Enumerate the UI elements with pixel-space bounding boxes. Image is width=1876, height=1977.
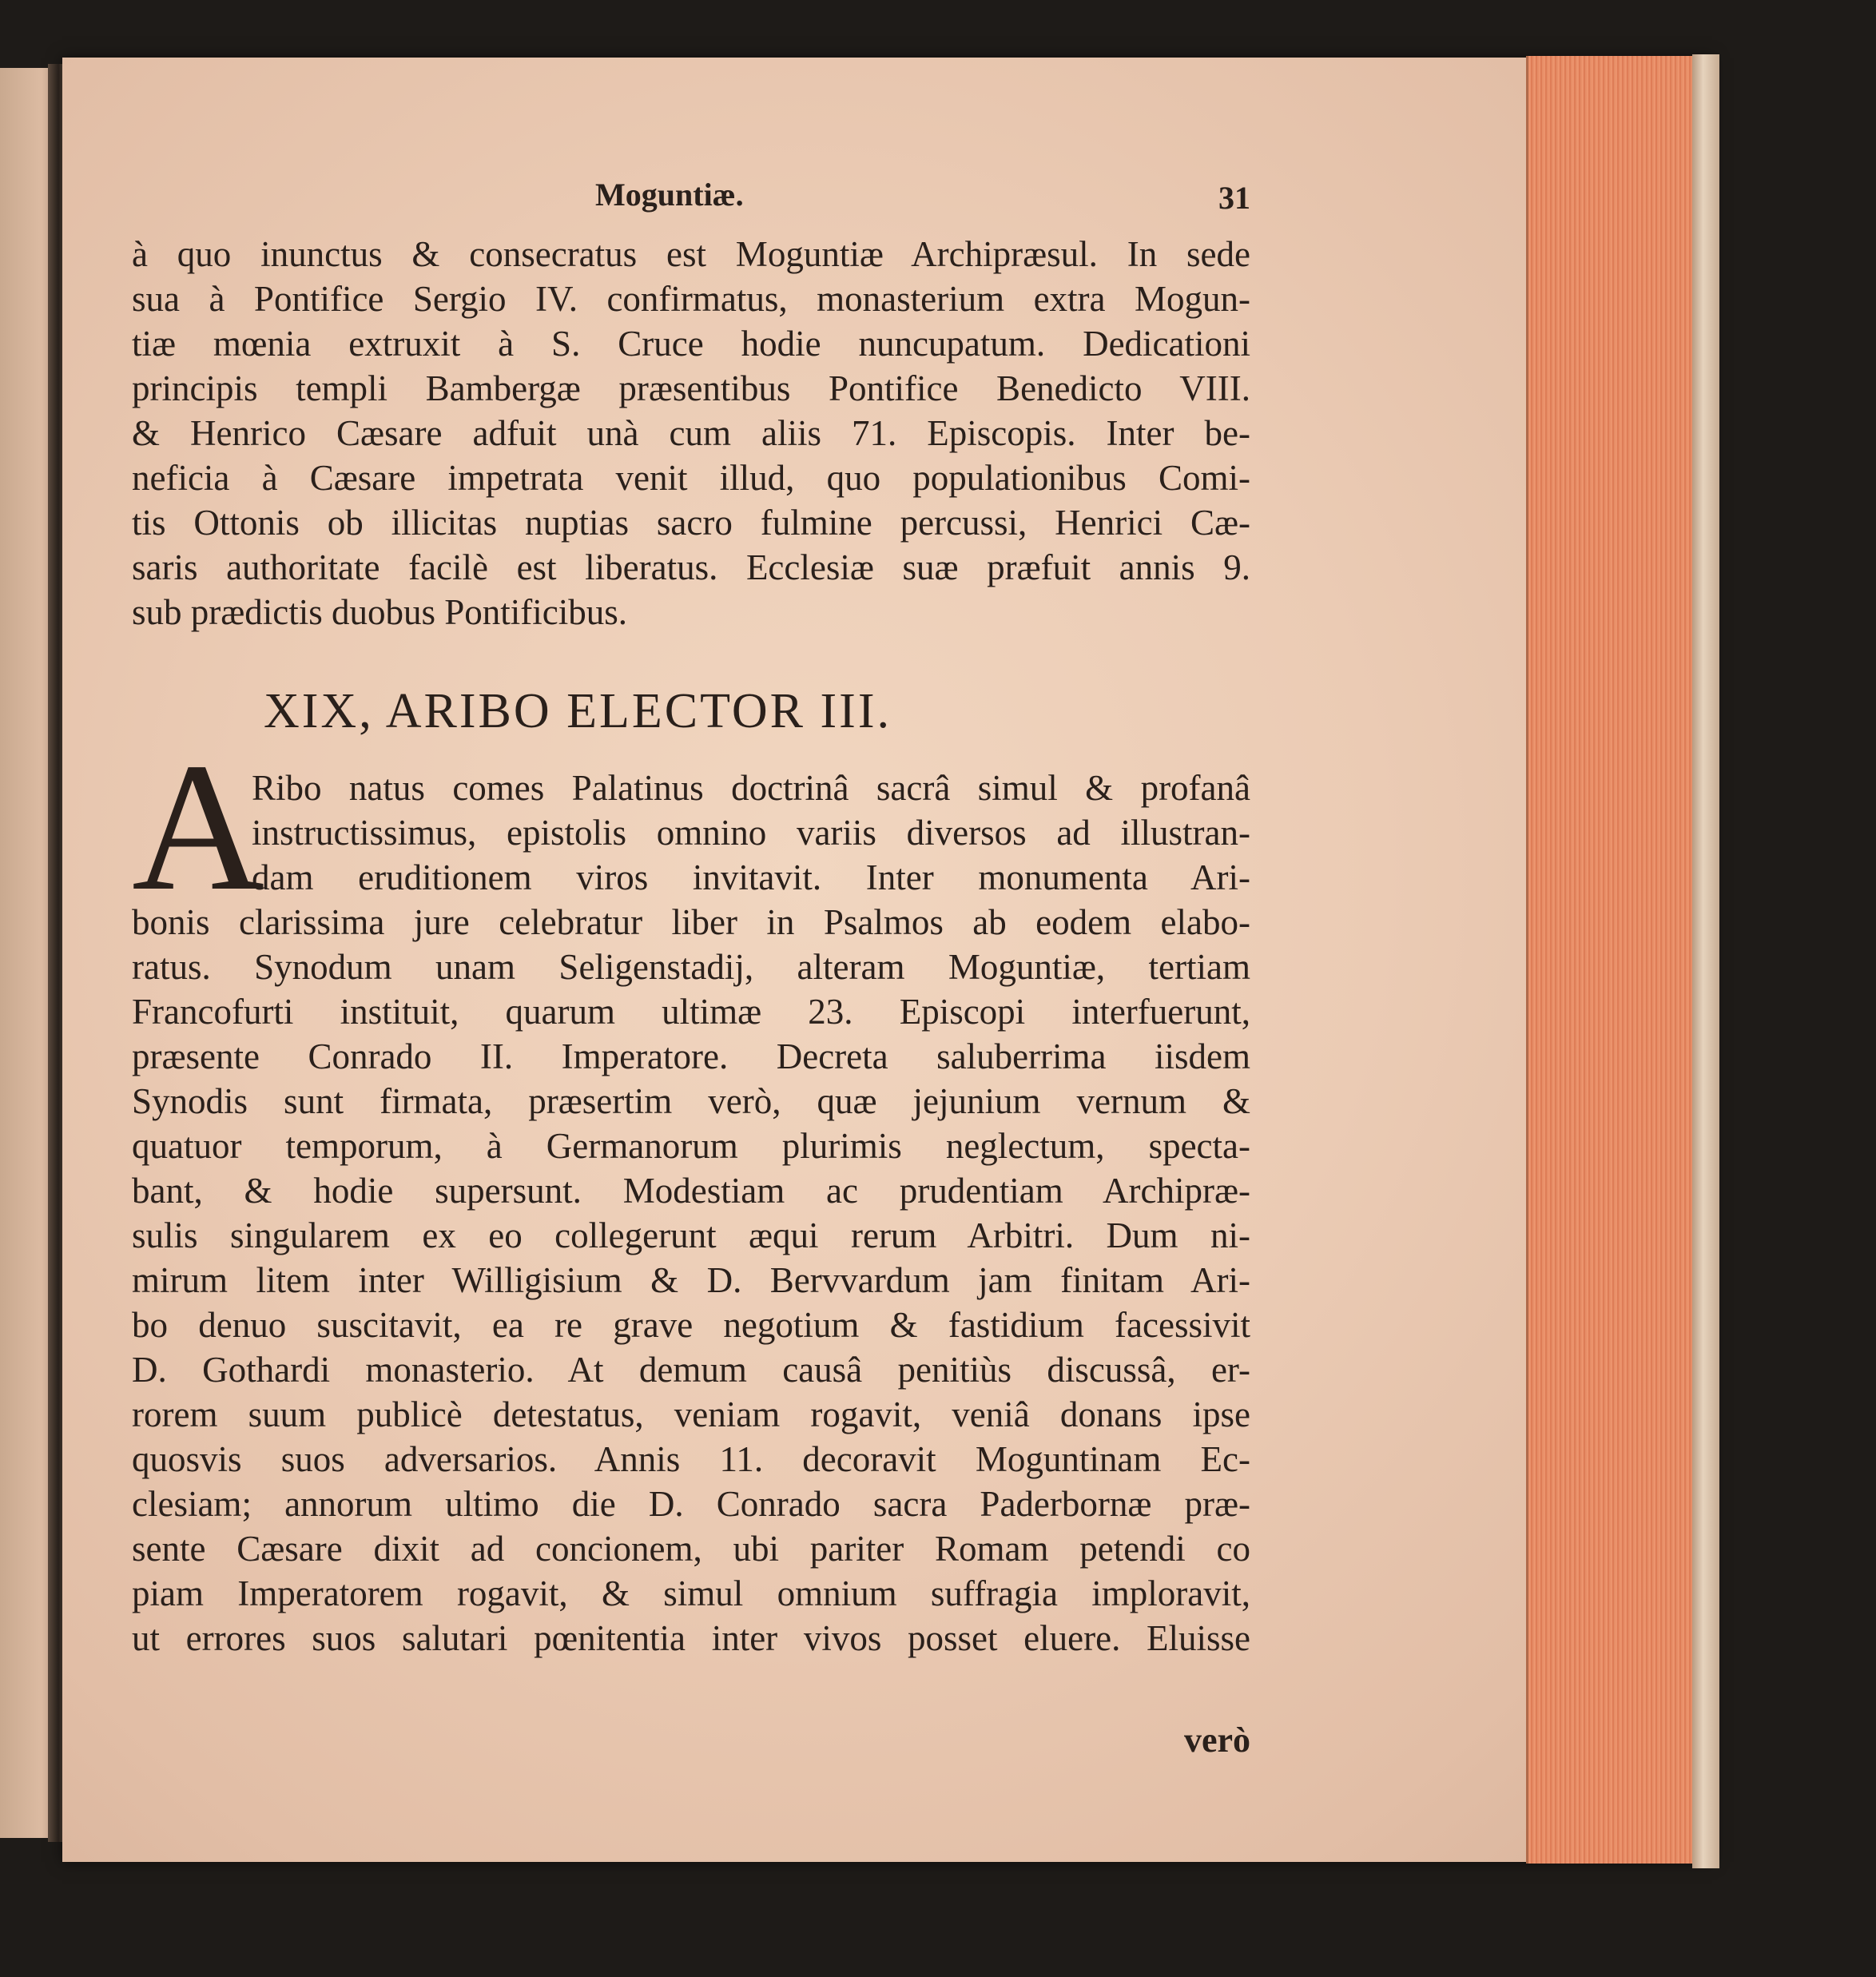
text-line: sua à Pontifice Sergio IV. confirmatus, monasterium extra Mogun- — [132, 279, 1250, 319]
cover-edge — [1692, 54, 1719, 1868]
running-head — [132, 176, 1250, 224]
text-line: tiæ mœnia extruxit à S. Cruce hodie nuncupatum. Dedicationi — [132, 324, 1250, 364]
text-line: neficia à Cæsare impetrata venit illud, quo populationibus Comi- — [132, 458, 1250, 498]
text-line: ratus. Synodum unam Seligenstadij, alteram Moguntiæ, tertiam — [132, 947, 1250, 987]
text-line: bant, & hodie supersunt. Modestiam ac prudentiam Archipræ- — [132, 1171, 1250, 1211]
text-line: sub prædictis duobus Pontificibus. — [132, 592, 628, 632]
text-line: sulis singularem ex eo collegerunt æqui rerum Arbitri. Dum ni- — [132, 1215, 1250, 1255]
text-line: præsente Conrado II. Imperatore. Decreta saluberrima iisdem — [132, 1036, 1250, 1076]
catchword: verò — [1183, 1720, 1250, 1760]
text-line: tis Ottonis ob illicitas nuptias sacro fulmine percussi, Henrici Cæ- — [132, 503, 1250, 543]
text-line: instructissimus, epistolis omnino variis diversos ad illustran- — [252, 813, 1250, 853]
text-line: clesiam; annorum ultimo die D. Conrado sacra Paderbornæ præ- — [132, 1484, 1250, 1524]
chapter-heading: XIX, ARIBO ELECTOR III. — [264, 684, 892, 738]
text-line: quatuor temporum, à Germanorum plurimis neglectum, specta- — [132, 1126, 1250, 1166]
drop-cap: A — [132, 725, 265, 929]
text-line: D. Gothardi monasterio. At demum causâ penitiùs discussâ, er- — [132, 1350, 1250, 1390]
text-line: bonis clarissima jure celebratur liber in Psalmos ab eodem elabo- — [132, 902, 1250, 942]
text-line: principis templi Bambergæ præsentibus Pontifice Benedicto VIII. — [132, 368, 1250, 408]
text-line: piam Imperatorem rogavit, & simul omnium suffragia imploravit, — [132, 1573, 1250, 1613]
text-line: ut errores suos salutari pœnitentia inter vivos posset eluere. Eluisse — [132, 1618, 1250, 1658]
text-line: dam eruditionem viros invitavit. Inter monumenta Ari- — [252, 857, 1250, 897]
text-line: mirum litem inter Willigisium & D. Bervvardum jam finitam Ari- — [132, 1260, 1250, 1300]
text-line: & Henrico Cæsare adfuit unà cum aliis 71. Episcopis. Inter be- — [132, 413, 1250, 453]
text-line: bo denuo suscitavit, ea re grave negotium & fastidium facessivit — [132, 1305, 1250, 1345]
text-line: rorem suum publicè detestatus, veniam rogavit, veniâ donans ipse — [132, 1394, 1250, 1434]
page-fore-edge — [1526, 56, 1696, 1864]
text-line: sente Cæsare dixit ad concionem, ubi pariter Romam petendi co — [132, 1529, 1250, 1569]
running-title: Moguntiæ. — [595, 177, 744, 213]
text-line: Francofurti instituit, quarum ultimæ 23. Episcopi interfuerunt, — [132, 992, 1250, 1032]
text-line: Synodis sunt firmata, præsertim verò, quæ jejunium vernum & — [132, 1081, 1250, 1121]
text-line: saris authoritate facilè est liberatus. Ecclesiæ suæ præfuit annis 9. — [132, 547, 1250, 587]
text-line: à quo inunctus & consecratus est Moguntiæ Archipræsul. In sede — [132, 234, 1250, 274]
text-line: quosvis suos adversarios. Annis 11. decoravit Moguntinam Ec- — [132, 1439, 1250, 1479]
text-line: Ribo natus comes Palatinus doctrinâ sacrâ simul & profanâ — [252, 768, 1250, 808]
page-number: 31 — [1218, 180, 1250, 216]
